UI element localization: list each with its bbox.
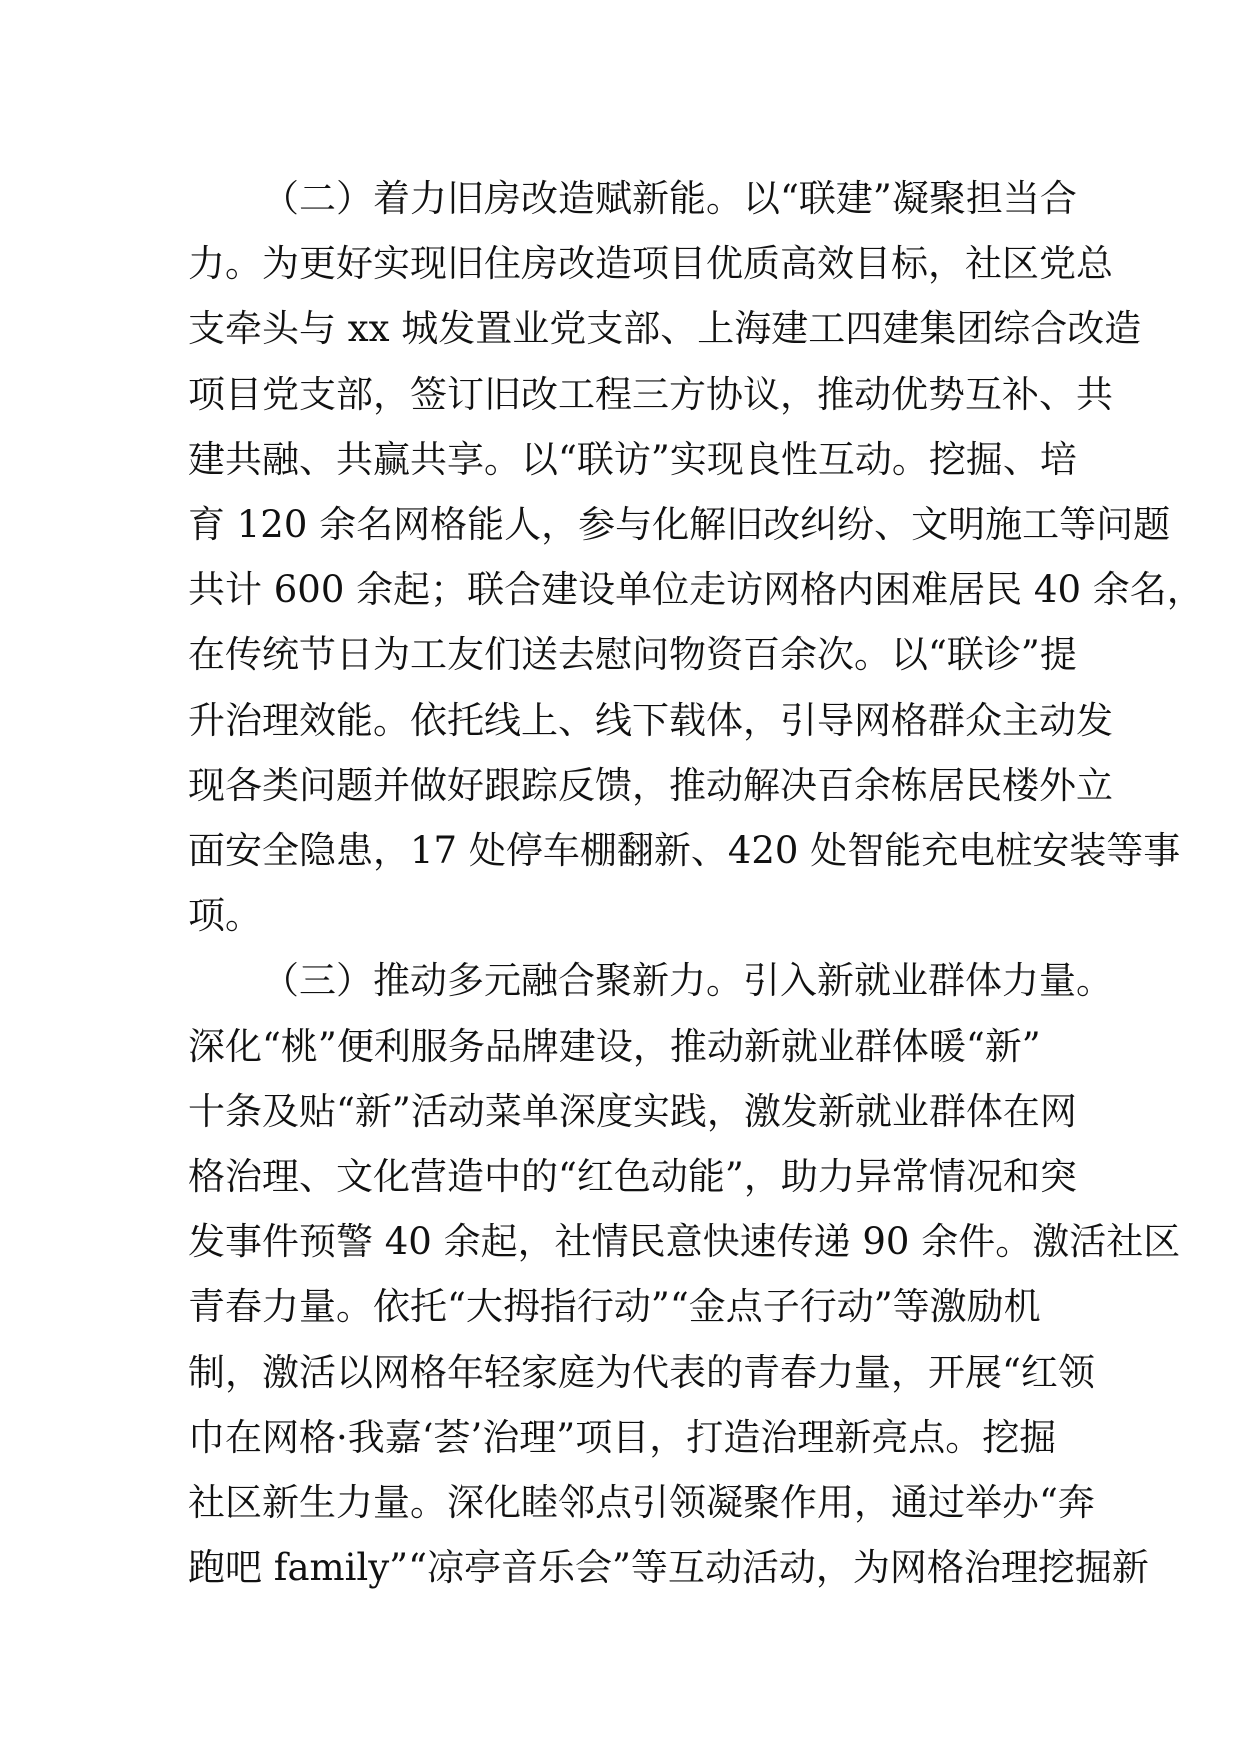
body-text bbox=[188, 166, 1204, 1600]
text-line: 项。 bbox=[188, 894, 262, 938]
text-line: 建共融、共赢共享。以“联访”实现良性互动。挖掘、培 bbox=[188, 437, 1077, 481]
paragraph-integration bbox=[188, 948, 1181, 1600]
text-line: 项目党支部，签订旧改工程三方协议，推动优势互补、共 bbox=[188, 372, 1113, 416]
text-line: （三）推动多元融合聚新力。引入新就业群体力量。 bbox=[262, 959, 1113, 1003]
text-line: 社区新生力量。深化睦邻点引领凝聚作用，通过举办“奔 bbox=[188, 1481, 1095, 1525]
text-line: 跑吧 family”“凉亭音乐会”等互动活动，为网格治理挖掘新 bbox=[188, 1546, 1149, 1590]
text-line: 在传统节日为工友们送去慰问物资百余次。以“联诊”提 bbox=[188, 633, 1077, 677]
text-line: 制，激活以网格年轻家庭为代表的青春力量，开展“红领 bbox=[188, 1350, 1095, 1394]
text-line: 面安全隐患，17 处停车棚翻新、420 处智能充电桩安装等事 bbox=[188, 829, 1181, 873]
text-line: （二）着力旧房改造赋新能。以“联建”凝聚担当合 bbox=[262, 177, 1077, 220]
text-line: 深化“桃”便利服务品牌建设，推动新就业群体暖“新” bbox=[188, 1024, 1041, 1068]
text-line: 十条及贴“新”活动菜单深度实践，激发新就业群体在网 bbox=[188, 1089, 1077, 1133]
text-line: 育 120 余名网格能人，参与化解旧改纠纷、文明施工等问题 bbox=[188, 503, 1171, 547]
paragraph-renovation bbox=[188, 166, 1204, 948]
text-line: 格治理、文化营造中的“红色动能”，助力异常情况和突 bbox=[188, 1155, 1077, 1199]
text-line: 共计 600 余起；联合建设单位走访网格内困难居民 40 余名， bbox=[188, 568, 1204, 612]
text-line: 力。为更好实现旧住房改造项目优质高效目标，社区党总 bbox=[188, 242, 1113, 286]
text-line: 青春力量。依托“大拇指行动”“金点子行动”等激励机 bbox=[188, 1285, 1041, 1329]
text-line: 支牵头与 xx 城发置业党支部、上海建工四建集团综合改造 bbox=[188, 307, 1142, 351]
text-line: 现各类问题并做好跟踪反馈，推动解决百余栋居民楼外立 bbox=[188, 763, 1113, 807]
text-line: 发事件预警 40 余起，社情民意快速传递 90 余件。激活社区 bbox=[188, 1220, 1181, 1264]
text-line: 巾在网格·我嘉‘荟’治理”项目，打造治理新亮点。挖掘 bbox=[188, 1415, 1057, 1459]
text-line: 升治理效能。依托线上、线下载体，引导网格群众主动发 bbox=[188, 698, 1113, 742]
